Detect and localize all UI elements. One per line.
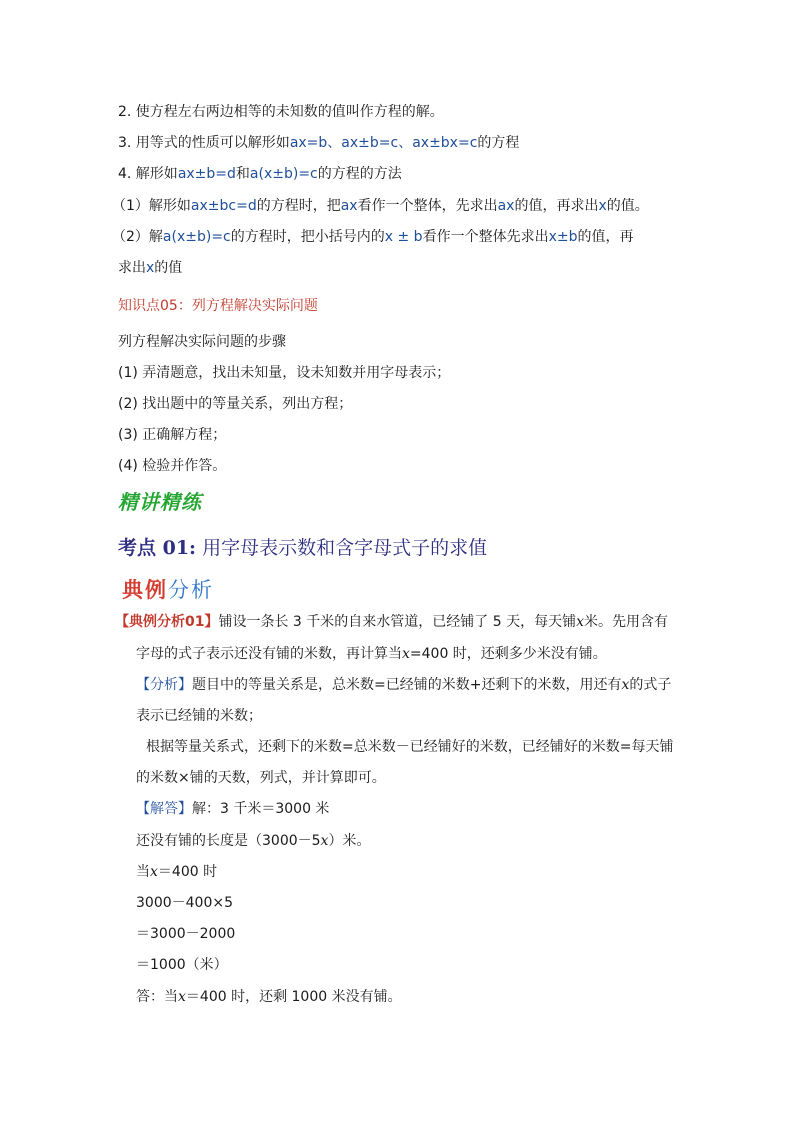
variable-x: x <box>178 989 186 1005</box>
example-text: =400 时，还剩多少米没有铺。 <box>409 646 607 662</box>
formula-text: ax <box>497 198 515 214</box>
example-text: 字母的式子表示还没有铺的米数，再计算当 <box>136 646 402 662</box>
steps-intro: 列方程解决实际问题的步骤 <box>118 334 286 350</box>
knowledge-text: 看作一个整体先求出 <box>422 229 549 245</box>
variable-x: x <box>150 864 158 880</box>
analysis-line-2: 表示已经铺的米数； <box>136 708 262 724</box>
answer-line-7 <box>136 987 402 1007</box>
knowledge-text: 3. 用等式的性质可以解形如 <box>118 135 290 151</box>
answer-text: 解：3 千米＝3000 米 <box>192 801 330 817</box>
formula-text: ax±b=d <box>177 166 236 182</box>
step-3: (3) 正确解方程； <box>118 427 227 443</box>
knowledge-text: 的方程时，把小括号内的 <box>230 229 385 245</box>
formula-text: a(x±b)=c <box>249 166 318 182</box>
example-text: 米。先用含有 <box>584 614 669 630</box>
knowledge-line-7 <box>118 258 182 278</box>
variable-x: x <box>621 677 630 693</box>
example-line-1 <box>115 612 668 632</box>
knowledge-text: 和 <box>235 166 250 182</box>
answer-line-3 <box>136 862 217 882</box>
knowledge-text: 求出 <box>118 260 146 276</box>
formula-text: x <box>146 260 155 276</box>
answer-text: ＝400 时 <box>157 864 218 880</box>
answer-text: 还没有铺的长度是（3000－5 <box>136 833 321 849</box>
heading-part-b: 分析 <box>168 578 214 602</box>
knowledge-text: 的方程时，把 <box>256 198 341 214</box>
answer-line-4: 3000－400×5 <box>136 895 233 911</box>
formula-text: ax=b、ax±b=c、ax±bx=c <box>289 135 478 151</box>
formula-text: x <box>598 198 607 214</box>
analysis-line-1 <box>136 675 671 695</box>
formula-text: ax±bc=d <box>190 198 257 214</box>
formula-text: ax <box>340 198 358 214</box>
step-2: (2) 找出题中的等量关系，列出方程； <box>118 396 353 412</box>
kaodian-heading <box>118 533 487 560</box>
kaodian-text: 用字母表示数和含字母式子的求值 <box>202 537 488 559</box>
analysis-tag: 【分析】 <box>136 677 192 693</box>
knowledge-text: （2）解 <box>112 229 163 245</box>
kaodian-label: 考点 01: <box>118 537 197 559</box>
analysis-line-3: 根据等量关系式，还剩下的米数=总米数－已经铺好的米数，已经铺好的米数=每天铺 <box>146 739 674 755</box>
example-line-2 <box>136 644 607 664</box>
answer-text: 答：当 <box>136 989 178 1005</box>
knowledge-text: 的方程 <box>477 135 520 151</box>
answer-line-5: ＝3000－2000 <box>136 926 236 942</box>
heading-part-a: 典例 <box>122 577 168 602</box>
knowledge-point-05-title: 知识点05：列方程解决实际问题 <box>118 298 318 314</box>
variable-x: x <box>320 833 329 849</box>
knowledge-line-2 <box>118 102 444 122</box>
knowledge-text: 2. 使方程左右两边相等的未知数的值叫作方程的解。 <box>118 104 444 120</box>
formula-text: x±b <box>548 229 578 245</box>
knowledge-line-3 <box>118 133 519 153</box>
formula-text: x ± b <box>384 229 423 245</box>
knowledge-line-4 <box>118 164 402 184</box>
step-4: (4) 检验并作答。 <box>118 458 227 474</box>
knowledge-text: 的值 <box>154 260 183 276</box>
answer-text: ）米。 <box>328 833 371 849</box>
example-analysis-heading <box>122 574 214 604</box>
knowledge-text: 4. 解形如 <box>118 166 178 182</box>
analysis-text: 题目中的等量关系是，总米数=已经铺的米数+还剩下的米数，用还有 <box>192 677 622 693</box>
answer-line-2 <box>136 831 370 851</box>
knowledge-text: 的值，再 <box>577 229 634 245</box>
variable-x: x <box>402 646 410 662</box>
answer-line-1 <box>136 799 329 819</box>
answer-line-6: ＝1000（米） <box>136 957 228 973</box>
analysis-line-4: 的米数×铺的天数，列式，并计算即可。 <box>136 770 386 786</box>
knowledge-text: 的方程的方法 <box>317 166 402 182</box>
step-1: (1) 弄清题意，找出未知量，设未知数并用字母表示； <box>118 365 451 381</box>
example-text: 铺设一条长 3 千米的自来水管道，已经铺了 5 天，每天铺 <box>218 614 577 630</box>
section-title: 精讲精练 <box>118 490 202 514</box>
knowledge-text: （1）解形如 <box>112 198 191 214</box>
answer-tag: 【解答】 <box>136 801 192 817</box>
answer-text: ＝400 时，还剩 1000 米没有铺。 <box>185 989 402 1005</box>
variable-x: x <box>576 614 585 630</box>
knowledge-line-5 <box>112 196 649 216</box>
example-tag: 【典例分析01】 <box>115 614 219 630</box>
knowledge-text: 看作一个整体，先求出 <box>357 198 498 214</box>
knowledge-text: 的值。 <box>606 198 649 214</box>
formula-text: a(x±b)=c <box>162 229 231 245</box>
analysis-text: 的式子 <box>629 677 672 693</box>
answer-text: 当 <box>136 864 150 880</box>
knowledge-text: 的值，再求出 <box>514 198 599 214</box>
knowledge-line-6 <box>112 227 633 247</box>
